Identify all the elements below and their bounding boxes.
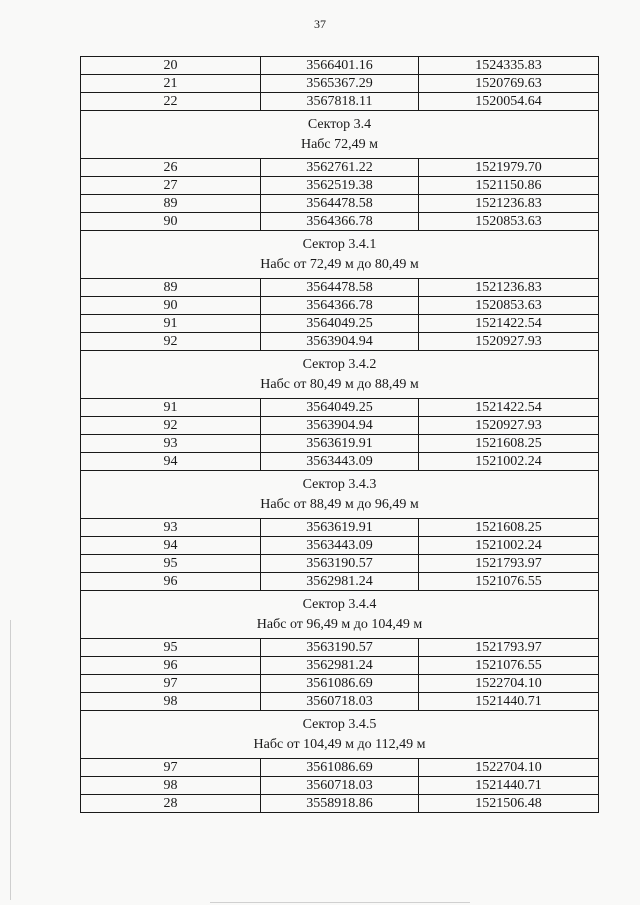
sector-header-row [81,231,599,279]
y-coordinate-cell: 1521150.86 [419,177,599,195]
x-coordinate-cell: 3562519.38 [261,177,419,195]
x-coordinate-cell: 3562761.22 [261,159,419,177]
x-coordinate-cell: 3562981.24 [261,573,419,591]
x-coordinate-cell: 3563443.09 [261,537,419,555]
point-number-cell: 20 [81,57,261,75]
sector-title: Сектор 3.4.3 [302,476,377,492]
x-coordinate-cell: 3564478.58 [261,279,419,297]
x-coordinate-cell: 3564478.58 [261,195,419,213]
sector-height-range: Набс 72,49 м [300,136,379,152]
point-number-cell: 94 [81,453,261,471]
y-coordinate-cell: 1520853.63 [419,213,599,231]
point-number-cell: 90 [81,213,261,231]
sector-height-range: Набс от 104,49 м до 112,49 м [253,736,426,752]
sector-header [81,471,599,519]
point-number-cell: 92 [81,333,261,351]
point-number-cell: 95 [81,555,261,573]
point-number-cell: 95 [81,639,261,657]
point-number-cell: 91 [81,399,261,417]
y-coordinate-cell: 1521793.97 [419,639,599,657]
table-row [81,57,599,75]
point-number-cell: 90 [81,297,261,315]
y-coordinate-cell: 1521076.55 [419,573,599,591]
y-coordinate-cell: 1520054.64 [419,93,599,111]
sector-title: Сектор 3.4.1 [302,236,377,252]
sector-height-range: Набс от 96,49 м до 104,49 м [256,616,423,632]
point-number-cell: 22 [81,93,261,111]
point-number-cell: 26 [81,159,261,177]
x-coordinate-cell: 3564366.78 [261,297,419,315]
point-number-cell: 91 [81,315,261,333]
x-coordinate-cell: 3563904.94 [261,417,419,435]
y-coordinate-cell: 1520927.93 [419,333,599,351]
table-row [81,417,599,435]
table-row [81,333,599,351]
x-coordinate-cell: 3563190.57 [261,639,419,657]
y-coordinate-cell: 1521236.83 [419,195,599,213]
point-number-cell: 93 [81,519,261,537]
x-coordinate-cell: 3560718.03 [261,777,419,795]
x-coordinate-cell: 3564366.78 [261,213,419,231]
y-coordinate-cell: 1521002.24 [419,453,599,471]
sector-title: Сектор 3.4.2 [302,356,377,372]
table-row [81,453,599,471]
y-coordinate-cell: 1521422.54 [419,399,599,417]
table-row [81,675,599,693]
table-row [81,177,599,195]
x-coordinate-cell: 3563619.91 [261,519,419,537]
coordinates-table [80,56,599,813]
sector-title: Сектор 3.4.4 [302,596,377,612]
x-coordinate-cell: 3565367.29 [261,75,419,93]
point-number-cell: 27 [81,177,261,195]
table-row [81,399,599,417]
table-row [81,657,599,675]
table-row [81,279,599,297]
sector-header-row [81,591,599,639]
point-number-cell: 97 [81,675,261,693]
point-number-cell: 92 [81,417,261,435]
sector-height-range: Набс от 88,49 м до 96,49 м [260,496,419,512]
table-row [81,159,599,177]
x-coordinate-cell: 3564049.25 [261,315,419,333]
y-coordinate-cell: 1521422.54 [419,315,599,333]
table-row [81,213,599,231]
scan-bottom-mark [210,902,470,903]
point-number-cell: 21 [81,75,261,93]
table-row [81,519,599,537]
point-number-cell: 98 [81,777,261,795]
sector-header [81,351,599,399]
table-row [81,75,599,93]
x-coordinate-cell: 3564049.25 [261,399,419,417]
sector-header-row [81,111,599,159]
y-coordinate-cell: 1521002.24 [419,537,599,555]
sector-header-row [81,351,599,399]
y-coordinate-cell: 1520853.63 [419,297,599,315]
table-row [81,573,599,591]
sector-title: Сектор 3.4.5 [302,716,377,732]
sector-header [81,711,599,759]
table-row [81,795,599,813]
point-number-cell: 28 [81,795,261,813]
sector-header-row [81,711,599,759]
y-coordinate-cell: 1521979.70 [419,159,599,177]
y-coordinate-cell: 1521440.71 [419,777,599,795]
sector-header [81,591,599,639]
x-coordinate-cell: 3558918.86 [261,795,419,813]
table-row [81,759,599,777]
x-coordinate-cell: 3567818.11 [261,93,419,111]
sector-header [81,231,599,279]
point-number-cell: 97 [81,759,261,777]
x-coordinate-cell: 3563619.91 [261,435,419,453]
y-coordinate-cell: 1520769.63 [419,75,599,93]
coordinates-table-body [81,57,599,813]
y-coordinate-cell: 1522704.10 [419,759,599,777]
table-row [81,315,599,333]
table-row [81,555,599,573]
point-number-cell: 96 [81,573,261,591]
y-coordinate-cell: 1521608.25 [419,519,599,537]
point-number-cell: 93 [81,435,261,453]
point-number-cell: 94 [81,537,261,555]
y-coordinate-cell: 1521793.97 [419,555,599,573]
x-coordinate-cell: 3562981.24 [261,657,419,675]
point-number-cell: 98 [81,693,261,711]
point-number-cell: 89 [81,195,261,213]
y-coordinate-cell: 1521076.55 [419,657,599,675]
table-row [81,435,599,453]
sector-header [81,111,599,159]
table-row [81,93,599,111]
point-number-cell: 96 [81,657,261,675]
x-coordinate-cell: 3566401.16 [261,57,419,75]
x-coordinate-cell: 3563904.94 [261,333,419,351]
y-coordinate-cell: 1522704.10 [419,675,599,693]
y-coordinate-cell: 1521236.83 [419,279,599,297]
sector-header-row [81,471,599,519]
sector-height-range: Набс от 80,49 м до 88,49 м [260,376,419,392]
table-row [81,639,599,657]
sector-title: Сектор 3.4 [307,116,372,132]
table-row [81,693,599,711]
x-coordinate-cell: 3563190.57 [261,555,419,573]
sector-height-range: Набс от 72,49 м до 80,49 м [260,256,419,272]
y-coordinate-cell: 1520927.93 [419,417,599,435]
y-coordinate-cell: 1521608.25 [419,435,599,453]
table-row [81,297,599,315]
scan-edge-mark [10,620,11,900]
x-coordinate-cell: 3561086.69 [261,759,419,777]
table-row [81,777,599,795]
x-coordinate-cell: 3563443.09 [261,453,419,471]
x-coordinate-cell: 3560718.03 [261,693,419,711]
y-coordinate-cell: 1521440.71 [419,693,599,711]
table-row [81,195,599,213]
y-coordinate-cell: 1521506.48 [419,795,599,813]
table-row [81,537,599,555]
x-coordinate-cell: 3561086.69 [261,675,419,693]
point-number-cell: 89 [81,279,261,297]
page-number: 37 [314,17,326,31]
y-coordinate-cell: 1524335.83 [419,57,599,75]
